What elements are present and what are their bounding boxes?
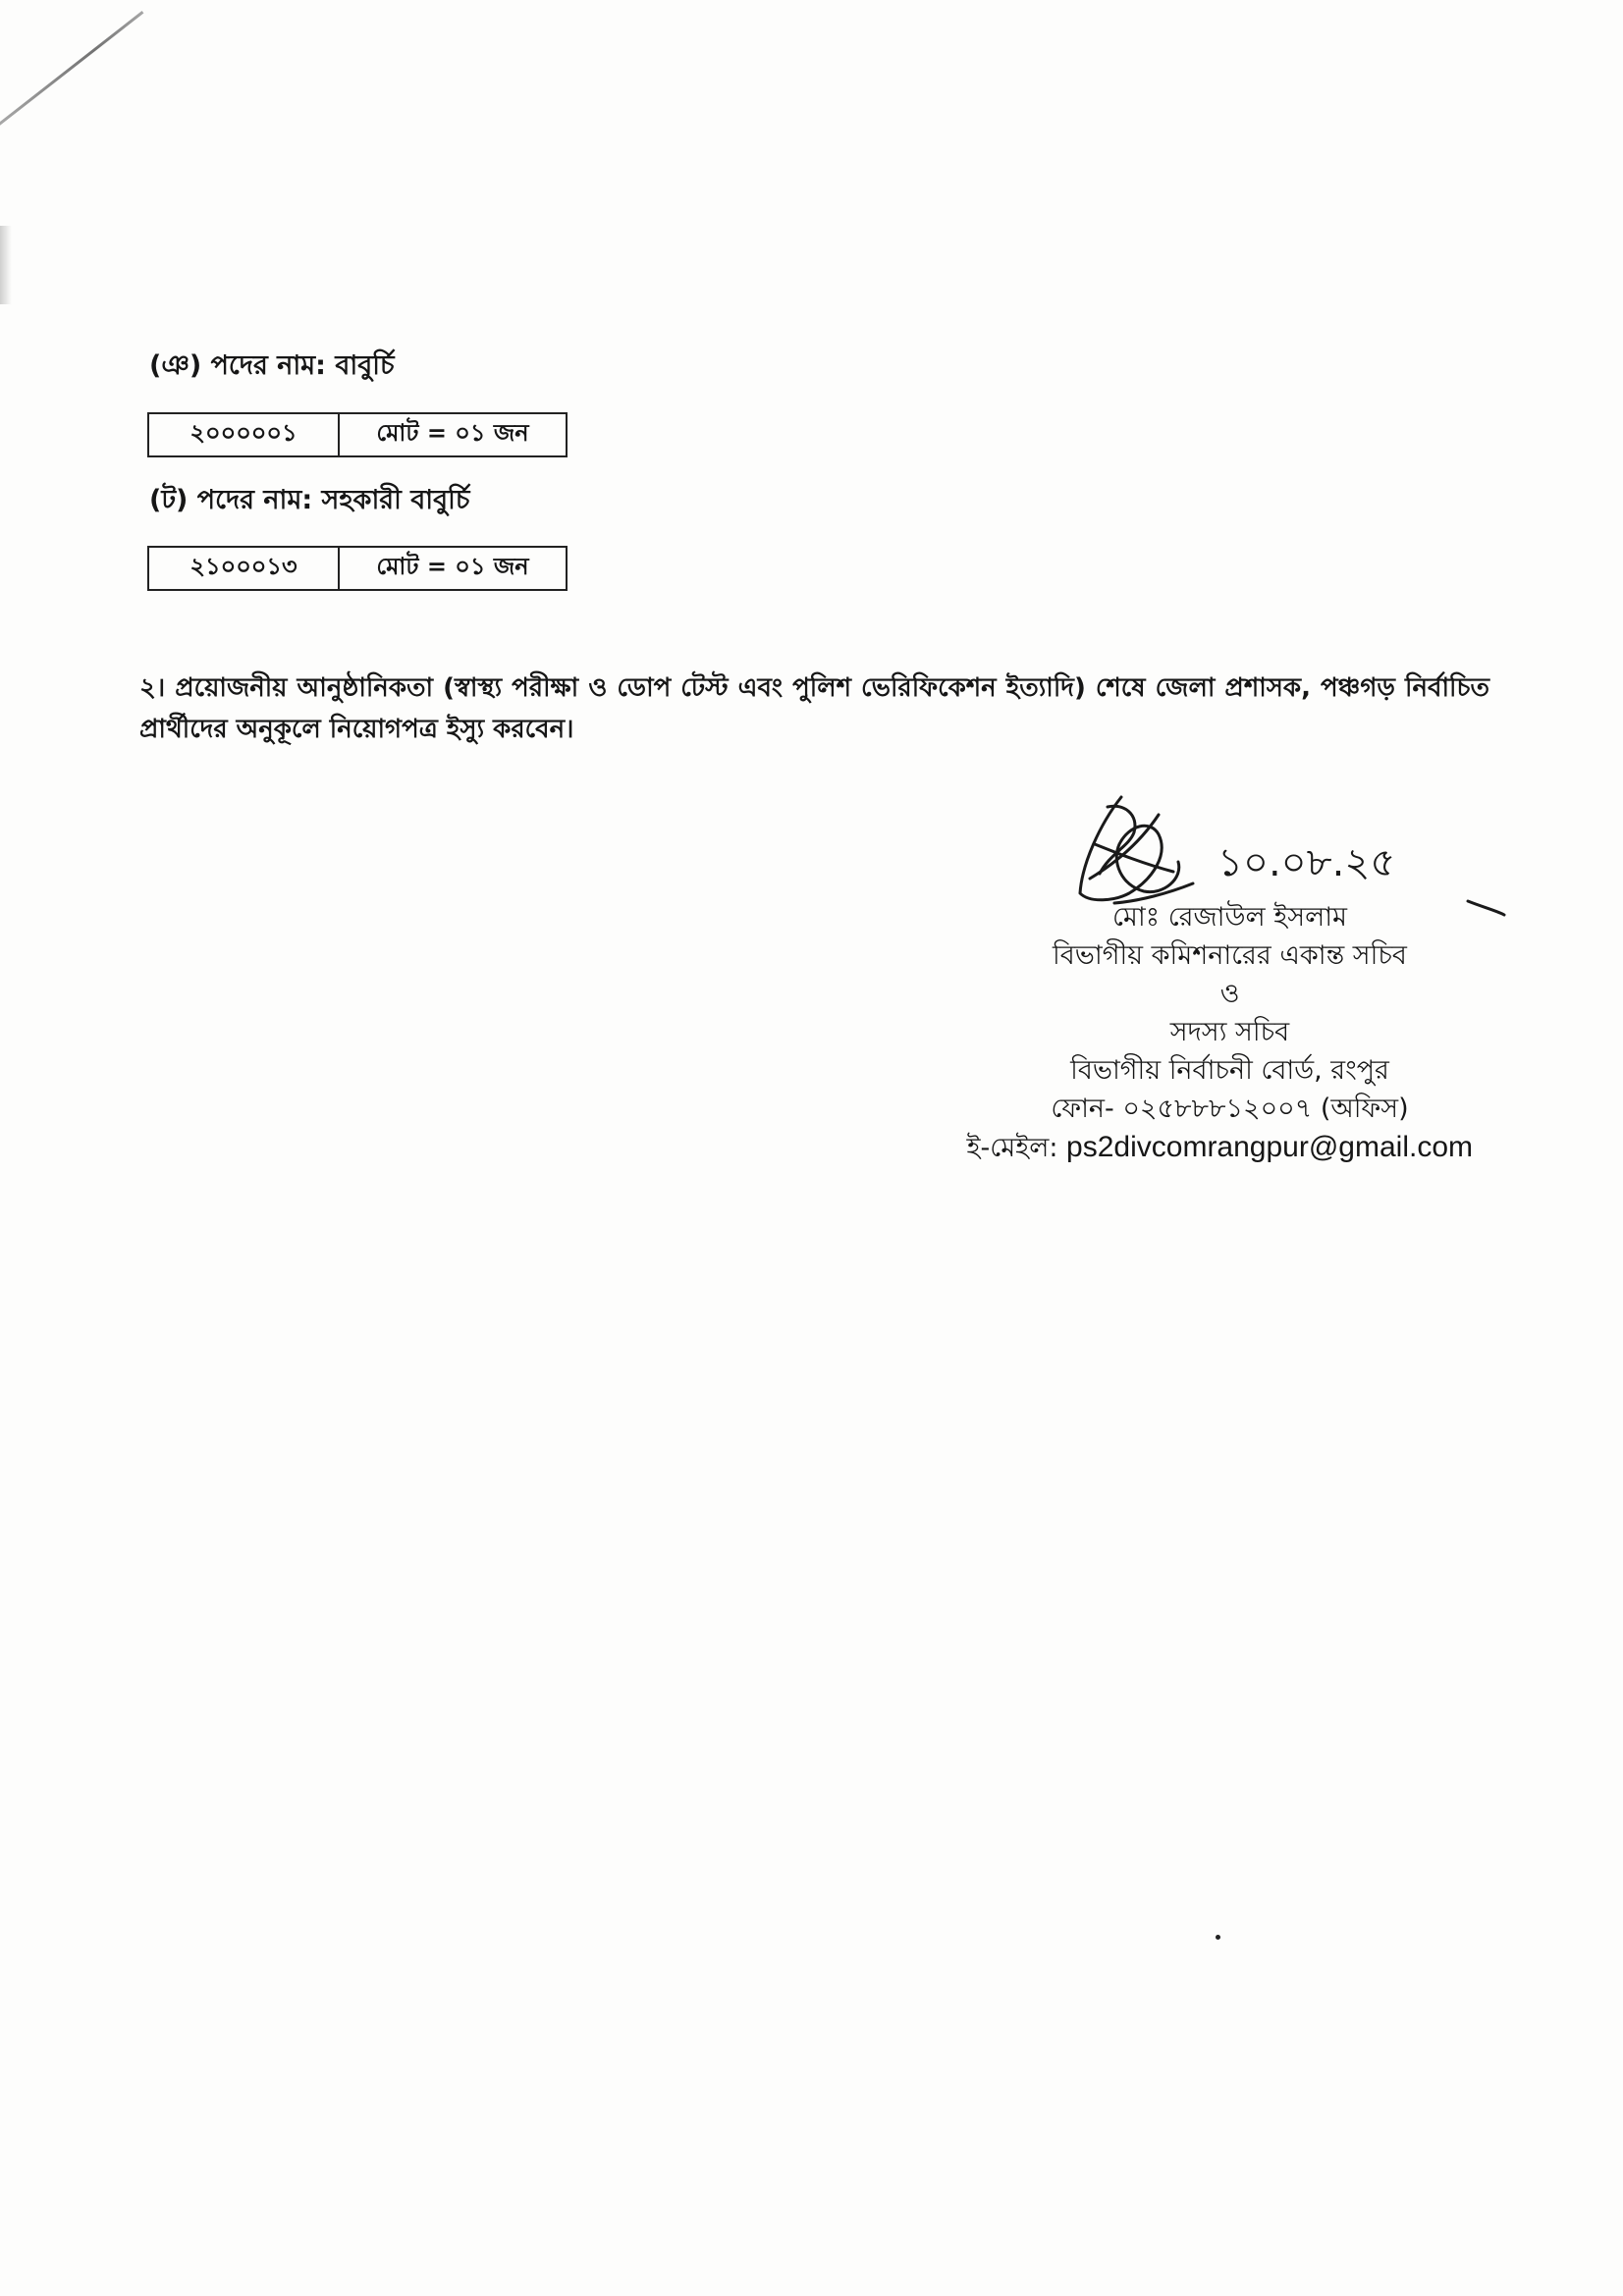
signatory-name: মোঃ রেজাউল ইসলাম — [1111, 902, 1348, 933]
selection-table-assistant-cook — [147, 546, 568, 591]
board-name: বিভাগীয় নির্বাচনী বোর্ড, রংপুর — [1070, 1055, 1389, 1086]
instruction-paragraph: ২। প্রয়োজনীয় আনুষ্ঠানিকতা (স্বাস্থ্য পরীক্ষা ও ডোপ টেস্ট এবং পুলিশ ভেরিফিকেশন ইত্যাদি) শেষে জেলা প্রশাসক, পঞ্চগড় নির্বাচিত প্রার্থীদের অনুকূলে নিয়োগপত্র ইস্যু করবেন। — [139, 673, 1489, 744]
scan-shadow — [0, 226, 12, 304]
phone-line: ফোন- ০২৫৮৮৮১২০০৭ (অফিস) — [1051, 1094, 1409, 1124]
post-heading-cook: (ঞ) পদের নাম: বাবুর্চি — [149, 350, 395, 381]
handwritten-date: ১০.০৮.২৫ — [1217, 840, 1396, 885]
roll-number: ২১০০০১৩ — [148, 547, 339, 590]
table-row — [148, 413, 567, 456]
total-count: মোট = ০১ জন — [339, 547, 567, 590]
email-address: ps2divcomrangpur@gmail.com — [1066, 1131, 1473, 1163]
post-heading-assistant-cook: (ট) পদের নাম: সহকারী বাবুর্চি — [149, 485, 470, 515]
table-row — [148, 547, 567, 590]
roll-number: ২০০০০০১ — [148, 413, 339, 456]
scan-artifact — [0, 11, 143, 140]
signature-block — [913, 898, 1546, 1167]
selection-table-cook — [147, 412, 568, 457]
signatory-designation-2: সদস্য সচিব — [1169, 1017, 1290, 1047]
scan-speck — [1216, 1935, 1220, 1940]
total-count: মোট = ০১ জন — [339, 413, 567, 456]
email-line — [913, 1128, 1546, 1167]
conjunction: ও — [1219, 979, 1240, 1009]
email-label: ই-মেইল: — [966, 1133, 1058, 1163]
signatory-designation: বিভাগীয় কমিশনারের একান্ত সচিব — [1053, 940, 1407, 971]
